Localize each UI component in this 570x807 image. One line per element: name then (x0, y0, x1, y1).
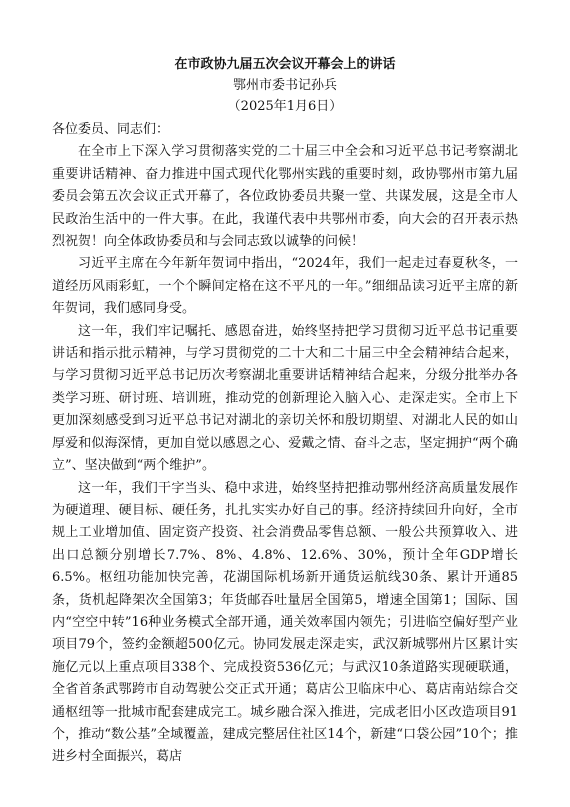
paragraph-3: 这一年，我们牢记嘱托、感恩奋进，始终坚持把学习贯彻习近平总书记重要讲话和指示批示精神，与学习贯彻党的二十大和二十届三中全会精神结合起来，与学习贯彻习近平总书记历次考察湖北重要讲话精神结合起来，分级分批举办各类学习班、研讨班、培训班，推动党的创新理论入脑入心、走深走实。全市上下更加深刻感受到习近平总书记对湖北的亲切关怀和殷切期望、对湖北人民的如山厚爱和似海深情，更加自觉以感恩之心、爱戴之情、奋斗之志，坚定拥护“两个确立”、坚决做到“两个维护”。 (52, 323, 518, 474)
document-title: 在市政协九届五次会议开幕会上的讲话 (174, 57, 396, 72)
salutation: 各位委员、同志们： (52, 122, 170, 137)
document-heading (52, 54, 518, 117)
paragraph-4: 这一年，我们干字当头、稳中求进，始终坚持把推动鄂州经济高质量发展作为硬道理、硬目标、硬任务，扎扎实实办好自己的事。经济持续回升向好，全市规上工业增加值、固定资产投资、社会消费品零售总额、一般公共预算收入、进出口总额分别增长7.7%、8%、4.8%、12.6%、30%，预计全年GDP增长6.5%。枢纽功能加快完善，花湖国际机场新开通货运航线30条、累计开通85条，货机起降架次全国第3；年货邮吞吐量居全国第5，增速全国第1；国际、国内“空空中转”16种业务模式全部开通，通关效率国内领先；引进临空偏好型产业项目79个，签约金额超500亿元。协同发展走深走实，武汉新城鄂州片区累计实施亿元以上重点项目338个、完成投资536亿元；与武汉10条道路实现硬联通，全省首条武鄂跨市自动驾驶公交正式开通；葛店公卫临床中心、葛店南站综合交通枢纽等一批城市配套建成完工。城乡融合深入推进，完成老旧小区改造项目91个，推动“数公基”全域覆盖，建成完整居住社区14个，新建“口袋公园”10个；推进乡村全面振兴，葛店 (52, 480, 518, 765)
paragraph-2: 习近平主席在今年新年贺词中指出，“2024年，我们一起走过春夏秋冬，一道经历风雨彩虹，一个个瞬间定格在这不平凡的一年。”细细品读习近平主席的新年贺词，我们感同身受。 (52, 256, 518, 317)
paragraph-1: 在全市上下深入学习贯彻落实党的二十届三中全会和习近平总书记考察湖北重要讲话精神、奋力推进中国式现代化鄂州实践的重要时刻，政协鄂州市第九届委员会第五次会议正式开幕了，各位政协委员共聚一堂、共谋发展，这是全市人民政治生活中的一件大事。在此，我谨代表中共鄂州市委，向大会的召开表示热烈祝贺！向全体政协委员和与会同志致以诚挚的问候！ (52, 144, 518, 250)
speaker-line: 鄂州市委书记孙兵 (232, 78, 337, 93)
date-line: （2025年1月6日） (227, 99, 343, 114)
document-body (52, 119, 518, 769)
